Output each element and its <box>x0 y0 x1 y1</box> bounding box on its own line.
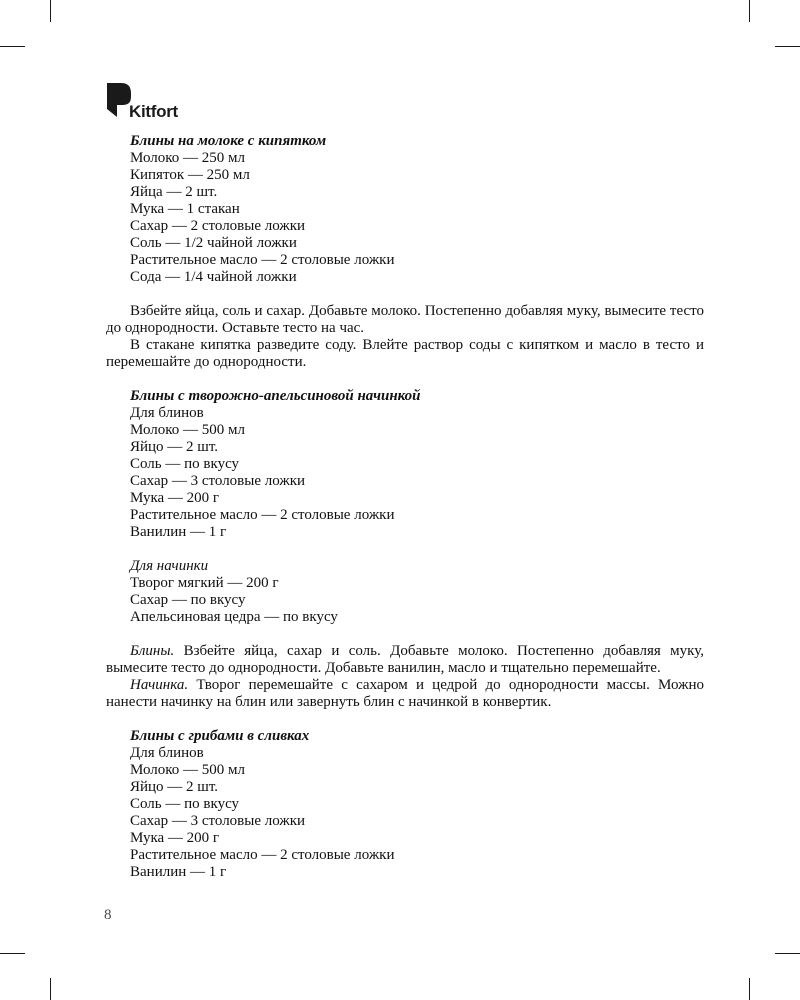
ingredient: Ванилин — 1 г <box>130 524 227 540</box>
step-text: Взбейте яйца, сахар и соль. Добавьте молоко. Постепенно добавляя муку, вымесите тесто до однородности. Добавьте ванилин, масло и тщательно перемешайте. <box>106 643 704 676</box>
ingredient: Сахар — 2 столовые ложки <box>130 218 306 234</box>
ingredient: Сода — 1/4 чайной ложки <box>130 269 297 285</box>
ingredient: Соль — по вкусу <box>130 796 240 812</box>
crop-mark-bottom-left-h <box>0 953 25 954</box>
ingredient: Сахар — 3 столовые ложки <box>130 473 306 489</box>
ingredient: Молоко — 500 мл <box>130 762 246 778</box>
crop-mark-bottom-right <box>749 978 750 1000</box>
ingredient: Растительное масло — 2 столовые ложки <box>130 252 395 268</box>
instruction-paragraph <box>106 677 704 711</box>
section-label: Для блинов <box>130 745 204 761</box>
ingredient: Яйца — 2 шт. <box>130 184 218 200</box>
ingredient: Сахар — 3 столовые ложки <box>130 813 306 829</box>
instruction-paragraph <box>106 643 704 677</box>
ingredient: Кипяток — 250 мл <box>130 167 250 183</box>
ingredient: Ванилин — 1 г <box>130 864 227 880</box>
ingredient: Мука — 200 г <box>130 830 220 846</box>
ingredient: Сахар — по вкусу <box>130 592 246 608</box>
ingredient: Соль — по вкусу <box>130 456 240 472</box>
ingredient: Яйцо — 2 шт. <box>130 439 219 455</box>
ingredient: Мука — 1 стакан <box>130 201 240 217</box>
crop-mark-bottom-left <box>50 978 51 1000</box>
ingredient: Растительное масло — 2 столовые ложки <box>130 507 395 523</box>
recipe-title: Блины на молоке с кипятком <box>130 133 327 149</box>
recipe-title: Блины с грибами в сливках <box>130 728 310 744</box>
ingredient: Растительное масло — 2 столовые ложки <box>130 847 395 863</box>
brand-name: Kitfort <box>129 102 178 121</box>
page-content <box>106 133 704 881</box>
ingredient: Творог мягкий — 200 г <box>130 575 279 591</box>
ingredient: Соль — 1/2 чайной ложки <box>130 235 297 251</box>
step-label: Начинка. <box>130 677 189 693</box>
instruction-paragraph: Взбейте яйца, соль и сахар. Добавьте молоко. Постепенно добавляя муку, вымесите тесто до однородности. Оставьте тесто на час. <box>106 303 704 336</box>
crop-mark-bottom-right-h <box>775 953 800 954</box>
step-label: Блины. <box>130 643 175 659</box>
section-label: Для блинов <box>130 405 204 421</box>
kitfort-logo-icon <box>107 83 131 117</box>
page-number: 8 <box>104 907 112 923</box>
ingredient: Молоко — 500 мл <box>130 422 246 438</box>
ingredient: Молоко — 250 мл <box>130 150 246 166</box>
step-text: Творог перемешайте с сахаром и цедрой до однородности массы. Можно нанести начинку на блин или завернуть блин с начинкой в конвертик. <box>106 677 704 710</box>
crop-mark-top-right <box>749 0 750 22</box>
crop-mark-top-right-h <box>775 46 800 47</box>
instruction-paragraph: В стакане кипятка разведите соду. Влейте раствор соды с кипятком и масло в тесто и перемешайте до однородности. <box>106 337 704 370</box>
ingredient: Яйцо — 2 шт. <box>130 779 219 795</box>
crop-mark-top-left-h <box>0 46 25 47</box>
crop-mark-top-left <box>50 0 51 22</box>
section-label: Для начинки <box>130 558 209 574</box>
ingredient: Мука — 200 г <box>130 490 220 506</box>
recipe-title: Блины с творожно-апельсиновой начинкой <box>130 388 421 404</box>
ingredient: Апельсиновая цедра — по вкусу <box>130 609 338 625</box>
